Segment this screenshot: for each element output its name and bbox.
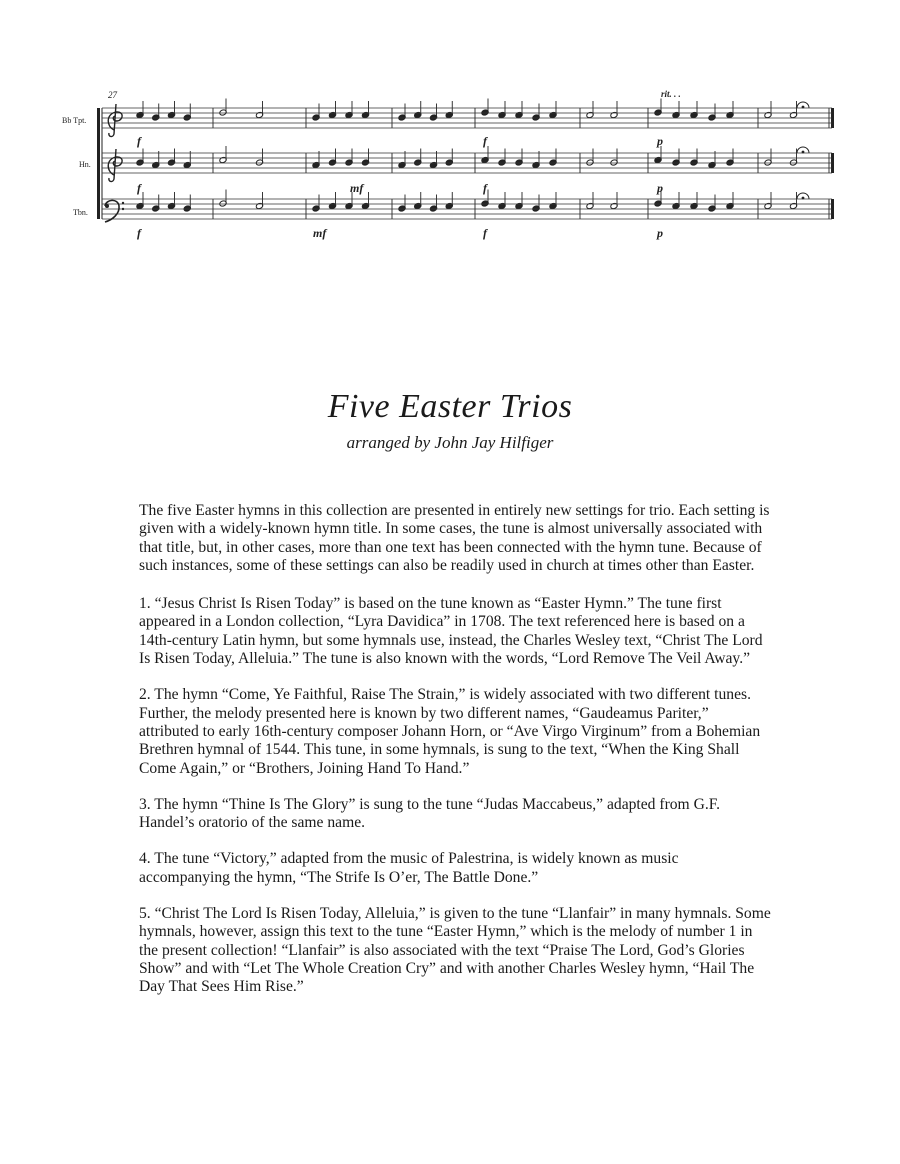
notehead bbox=[690, 202, 698, 209]
notehead bbox=[532, 161, 540, 168]
notehead bbox=[312, 161, 320, 168]
notehead bbox=[515, 111, 523, 118]
notehead bbox=[414, 159, 422, 166]
dynamic-forte: f bbox=[137, 181, 141, 195]
hymn-note-1: 1. “Jesus Christ Is Risen Today” is based on the tune known as “Easter Hymn.” The tune first appeared in a London collection, “Lyra Davidica” in 1708. The text referenced here is based on a 14th-century Latin hymn, but some hymnals use, instead, the Charles Wesley text, “Christ The Lord Is Risen Today, Alleluia.” The tune is also known with the words, “Lord Remove The Veil Away.” bbox=[139, 595, 763, 668]
notehead bbox=[672, 202, 680, 209]
notehead bbox=[549, 159, 557, 166]
hymn-note-2: 2. The hymn “Come, Ye Faithful, Raise The Strain,” is widely associated with two different tunes. Further, the melody presented here is known by two different names, “Gaudeamus Pariter,” attributed to early 16th-century composer Johann Horn, or “Ave Virgo Virginum” from a Bohemian Brethren hymnal of 1544. This tune, in some hymnals, is sung to the text, “When the King Shall Come Again,” or “Brothers, Joining Hand To Hand.” bbox=[139, 686, 761, 777]
instrument-label-trombone: Tbn. bbox=[73, 208, 88, 217]
notehead bbox=[586, 202, 594, 209]
notehead bbox=[789, 111, 797, 118]
dynamic-piano: p bbox=[657, 226, 663, 240]
notehead bbox=[764, 159, 772, 166]
notehead bbox=[654, 109, 662, 116]
notehead bbox=[152, 205, 160, 212]
treble-clef-icon bbox=[108, 149, 122, 182]
notehead bbox=[167, 159, 175, 166]
notehead bbox=[549, 111, 557, 118]
notehead bbox=[726, 202, 734, 209]
notehead bbox=[708, 161, 716, 168]
notehead bbox=[654, 156, 662, 163]
instrument-label-trumpet: Bb Tpt. bbox=[62, 116, 87, 125]
notehead bbox=[726, 111, 734, 118]
notehead bbox=[345, 111, 353, 118]
notehead bbox=[398, 114, 406, 121]
notehead bbox=[429, 205, 437, 212]
notehead bbox=[498, 159, 506, 166]
notehead bbox=[152, 161, 160, 168]
notehead bbox=[361, 111, 369, 118]
notehead bbox=[586, 111, 594, 118]
notehead bbox=[515, 159, 523, 166]
notehead bbox=[481, 109, 489, 116]
notehead bbox=[654, 200, 662, 207]
notehead bbox=[610, 202, 618, 209]
notehead bbox=[167, 111, 175, 118]
hymn-note-5: 5. “Christ The Lord Is Risen Today, Alleluia,” is given to the tune “Llanfair” in many hymnals. Some hymnals, however, assign this text to the tune “Easter Hymn,” which is the melody of number 1 in the present collection! “Llanfair” is also associated with the text “Praise The Lord, God’s Glories Show” and with “Let The Whole Creation Cry” and with another Charles Wesley hymn, “Hail The Day That Sees Him Rise.” bbox=[139, 905, 771, 996]
dynamic-mezzo-forte: mf bbox=[350, 181, 364, 195]
notehead bbox=[361, 159, 369, 166]
notehead bbox=[429, 161, 437, 168]
notehead bbox=[328, 159, 336, 166]
notehead bbox=[481, 156, 489, 163]
notehead bbox=[414, 111, 422, 118]
measure-number: 27 bbox=[108, 90, 117, 100]
notehead bbox=[764, 111, 772, 118]
notehead bbox=[708, 205, 716, 212]
dynamic-mezzo-forte: mf bbox=[313, 226, 327, 240]
dynamics bbox=[137, 134, 663, 240]
notehead bbox=[532, 205, 540, 212]
notehead bbox=[414, 202, 422, 209]
notehead bbox=[515, 202, 523, 209]
page-title: Five Easter Trios bbox=[327, 388, 573, 425]
notehead bbox=[726, 159, 734, 166]
notehead bbox=[498, 202, 506, 209]
notes-body bbox=[139, 502, 771, 1015]
notehead bbox=[532, 114, 540, 121]
notehead bbox=[789, 202, 797, 209]
notehead bbox=[586, 159, 594, 166]
dynamic-forte: f bbox=[137, 134, 141, 148]
notehead bbox=[136, 202, 144, 209]
notehead bbox=[312, 114, 320, 121]
notehead bbox=[136, 111, 144, 118]
dynamic-piano: p bbox=[657, 134, 663, 148]
intro-paragraph: The five Easter hymns in this collection are presented in entirely new settings for trio. Each setting is given with a widely-known hymn title. In some cases, the tune is almost universally associated with that title, but, in other cases, more than one text has been connected with the hymn tune. Because of such instances, some of these settings can also be readily used in church at times other than Easter. bbox=[139, 502, 770, 574]
music-score-system bbox=[0, 0, 900, 240]
dynamic-piano: p bbox=[657, 181, 663, 195]
dynamic-forte: f bbox=[137, 226, 141, 240]
notehead bbox=[708, 114, 716, 121]
treble-clef-icon bbox=[108, 104, 122, 137]
fermata-icon bbox=[797, 102, 809, 199]
notehead bbox=[498, 111, 506, 118]
notehead bbox=[445, 111, 453, 118]
notehead bbox=[445, 202, 453, 209]
notehead bbox=[445, 159, 453, 166]
notehead bbox=[672, 159, 680, 166]
tempo-marking: rit. . . bbox=[661, 89, 681, 99]
dynamic-forte: f bbox=[483, 226, 487, 240]
notehead bbox=[167, 202, 175, 209]
notehead bbox=[610, 159, 618, 166]
notehead bbox=[312, 205, 320, 212]
notehead bbox=[345, 159, 353, 166]
dynamic-forte: f bbox=[483, 134, 487, 148]
notehead bbox=[672, 111, 680, 118]
notehead bbox=[152, 114, 160, 121]
notehead bbox=[690, 159, 698, 166]
notehead bbox=[481, 200, 489, 207]
notehead bbox=[361, 202, 369, 209]
notehead bbox=[183, 114, 191, 121]
instrument-label-horn: Hn. bbox=[79, 160, 91, 169]
system-bracket bbox=[97, 108, 100, 219]
notehead bbox=[183, 205, 191, 212]
notehead bbox=[398, 205, 406, 212]
hymn-note-3: 3. The hymn “Thine Is The Glory” is sung to the tune “Judas Maccabeus,” adapted from G.F. Handel’s oratorio of the same name. bbox=[139, 795, 721, 832]
notehead bbox=[328, 202, 336, 209]
notehead bbox=[398, 161, 406, 168]
notehead bbox=[429, 114, 437, 121]
notehead bbox=[549, 202, 557, 209]
notehead bbox=[183, 161, 191, 168]
notehead bbox=[345, 202, 353, 209]
hymn-note-4: 4. The tune “Victory,” adapted from the music of Palestrina, is widely known as music accompanying the hymn, “The Strife Is O’er, The Battle Done.” bbox=[139, 850, 679, 886]
notehead bbox=[136, 159, 144, 166]
notehead bbox=[764, 202, 772, 209]
notehead bbox=[690, 111, 698, 118]
page-subtitle: arranged by John Jay Hilfiger bbox=[346, 433, 554, 452]
notehead bbox=[328, 111, 336, 118]
notehead bbox=[789, 159, 797, 166]
dynamic-forte: f bbox=[483, 181, 487, 195]
notehead bbox=[610, 111, 618, 118]
